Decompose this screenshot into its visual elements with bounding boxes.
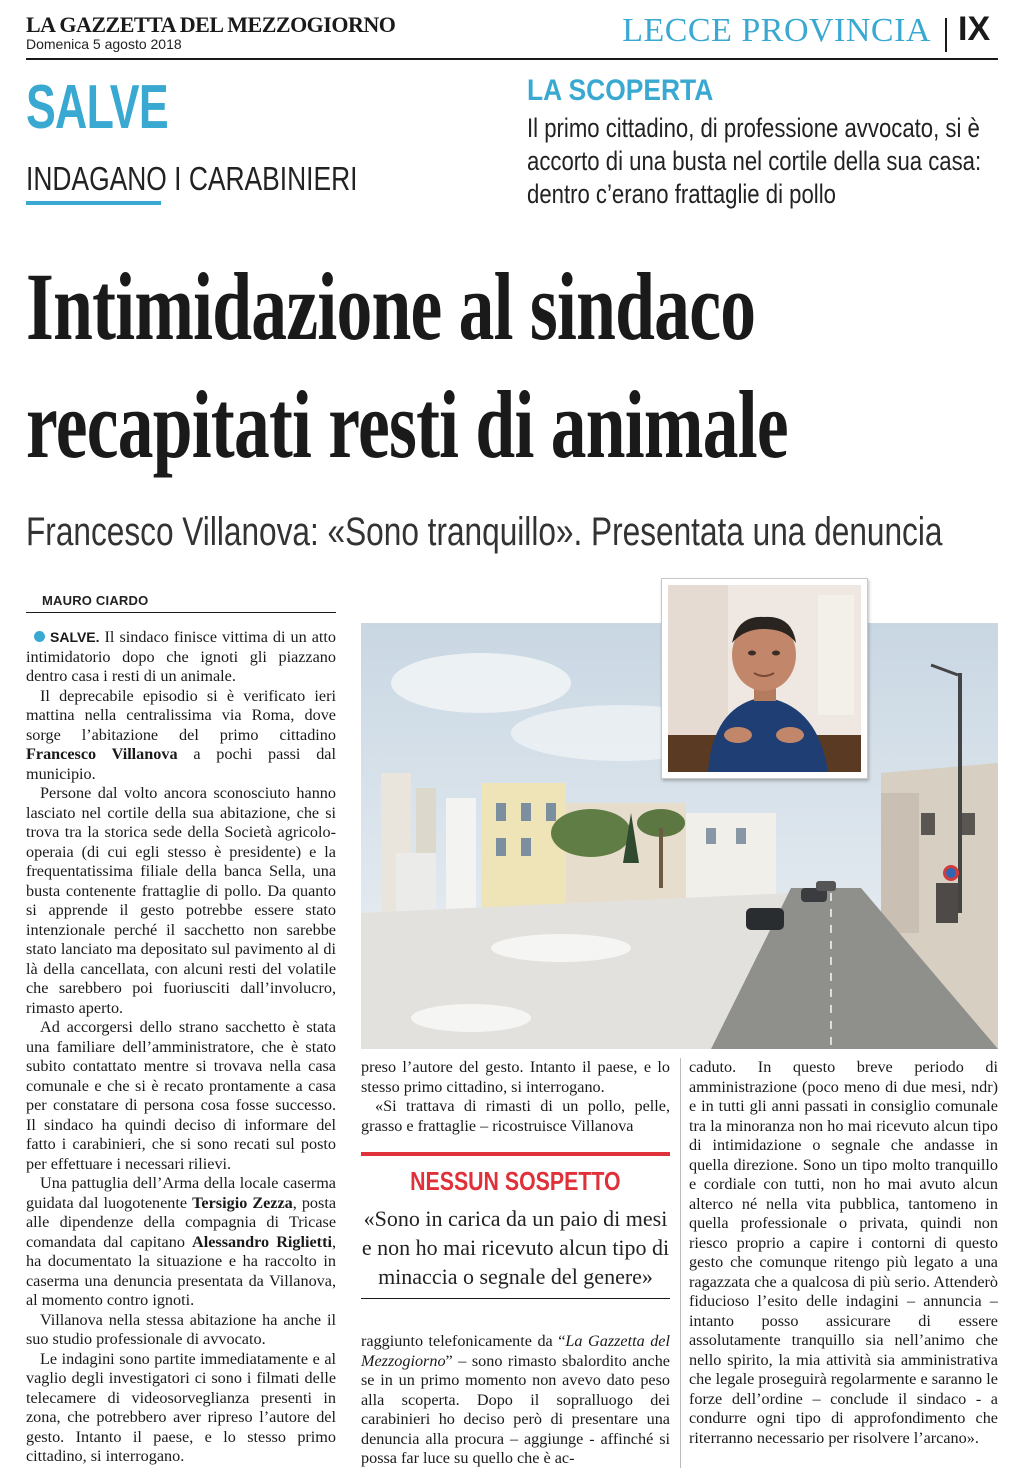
discovery-label: LA SCOPERTA [527,74,714,107]
masthead-title: LA GAZZETTA DEL MEZZOGIORNO [26,12,396,37]
mayor-portrait [661,578,868,779]
dateline: SALVE. [50,629,100,645]
headline [26,248,995,484]
person-name: Francesco Villanova [26,745,178,763]
pullbox-label: NESSUN SOSPETTO [410,1166,621,1196]
paragraph-continued: preso l’autore del gesto. Intanto il paese, e lo stesso primo cittadino, si interrogano. [361,1058,670,1096]
kicker-place: SALVE [26,73,168,142]
paragraph-5: Una pattuglia dell’Arma della locale caserma guidata dal luogotenente Tersigio Zezza, posta alle dipendenze della compagnia di Tricase comandata dal capitano Alessandro Riglietti, ha documentato la situazione e ha raccolto in caserma una denuncia presentata da Villanova, al momento contro ignoti. [26,1174,336,1309]
discovery-text: Il primo cittadino, di professione avvocato, si è accorto di una busta nel cortile della sua casa: dentro c’erano frattaglie di pollo [527,113,982,209]
paragraph-2: Il deprecabile episodio si è verificato ieri mattina nella centralissima via Roma, dove sorge l’abitazione del primo cittadino Francesco Villanova a pochi passi dal municipio. [26,686,336,783]
paragraph-quote-end: caduto. In questo breve periodo di amministrazione (poco meno di due mesi, ndr) e in tutti gli anni passati in consiglio comunale tra la minoranza non ho mai ricevuto alcun tipo di intimidazione o segnale che andasse in quella direzione. Sono un tipo molto tranquillo e cordiale con tutti, non ho mai avuto alcun alterco né nella vita pubblica, tantomeno in quella professionale o privata, quindi non riesco proprio a capire i contorni di questo gesto che comunque ritengo più legato a una ragazzata che a qualcosa di più serio. Attenderò fiducioso l’esito delle indagini – annuncia – intanto posso assicurare di essere assolutamente tranquillo sia nell’animo che nello spirito, la mia attività sia amministrativa che legale proseguirà regolarmente e saranno le forze dell’ordine – conclude il sindaco - a condurre ogni tipo di approfondimento che riterranno necessario per risolvere l’arcano». [689,1058,998,1447]
article-column-1 [26,628,336,1468]
issue-date: Domenica 5 agosto 2018 [26,36,182,52]
byline-rule [26,612,336,613]
paragraph-quote-start: «Si trattava di rimasti di un pollo, pelle, grasso e frattaglie – ricostruisce Villanova [361,1097,670,1135]
newspaper-name: La Gazzetta del Mezzogiorno [361,1332,670,1370]
bullet-dot [34,631,45,642]
paragraph-4: Ad accorgersi dello strano sacchetto è stata una familiare dell’amministratore, che è stato subito contattato mentre si trovava nella casa comunale e che si è recato prontamente a casa per constatare di persona cosa fosse successo. Il sindaco ha quindi deciso di informare del fatto i carabinieri, che si sono recati sul posto per effettuare i necessari rilievi. [26,1018,336,1173]
paragraph-6: Villanova nella stessa abitazione ha anche il suo studio professionale di avvocato. [26,1310,336,1348]
paragraph-1: SALVE. Il sindaco finisce vittima di un atto intimidatorio dopo che ignoti gli piazzano dentro casa i resti di un animale. [26,628,336,685]
article-column-2-top [361,1058,670,1136]
top-rule [26,58,998,60]
paragraph-3: Persone dal volto ancora sconosciuto hanno lasciato nel cortile della sua abitazione, che si trova tra la storica sede della Società agricolo-operaia (di cui egli stesso è presidente) e la frequentatissima filiale della banca Sella, una busta contenente frattaglie di pollo. Da quanto si apprende il gesto potrebbe essere stato intenzionale perché il sacchetto non sarebbe stato lanciato ma depositato sul pavimento al di là della cancellata, con alcuni resti del volatile che sarebbero poi fuoriusciti dall’involucro, rimasto aperto. [26,784,336,1017]
person-name: Tersigio Zezza [192,1193,293,1212]
byline: MAURO CIARDO [42,593,149,608]
paragraph-7: Le indagini sono partite immediatamente e al vaglio degli investigatori ci sono i filmati delle telecamere di videosorveglianza presenti in zona, che potrebbero aver ripreso l’autore del gesto. Intanto il paese, e lo stesso primo cittadino, si interrogano. [26,1349,336,1465]
paragraph-quote-continued: raggiunto telefonicamente da “La Gazzetta del Mezzogiorno” – sono rimasto sbalordito anche se in un primo momento non avevo dato peso alla scoperta. Dopo il sopralluogo dei carabinieri ho deciso però di presentare una denuncia alla procura – aggiunge - affinché si possa far luce su quello che è ac- [361,1332,670,1467]
subheadline: Francesco Villanova: «Sono tranquillo». Presentata una denuncia [26,510,943,554]
section-name: LECCE PROVINCIA [622,12,931,49]
page-number: IX [958,10,991,48]
pullbox-bottom-rule [361,1298,670,1299]
section-separator [945,18,947,52]
article-column-2-bottom [361,1332,670,1469]
kicker-subtitle: INDAGANO I CARABINIERI [26,160,358,197]
article-column-3 [689,1058,998,1470]
headline-line-2: recapitati resti di animale [26,371,788,478]
person-name: Alessandro Riglietti [192,1232,332,1251]
pullbox-top-rule [361,1152,670,1156]
pullbox-quote: «Sono in carica da un paio di mesi e non ho mai ricevuto alcun tipo di minaccia o segnale del genere» [361,1206,670,1289]
headline-line-1: Intimidazione al sindaco [26,253,756,360]
kicker-rule [26,201,161,205]
column-divider [680,1058,681,1468]
